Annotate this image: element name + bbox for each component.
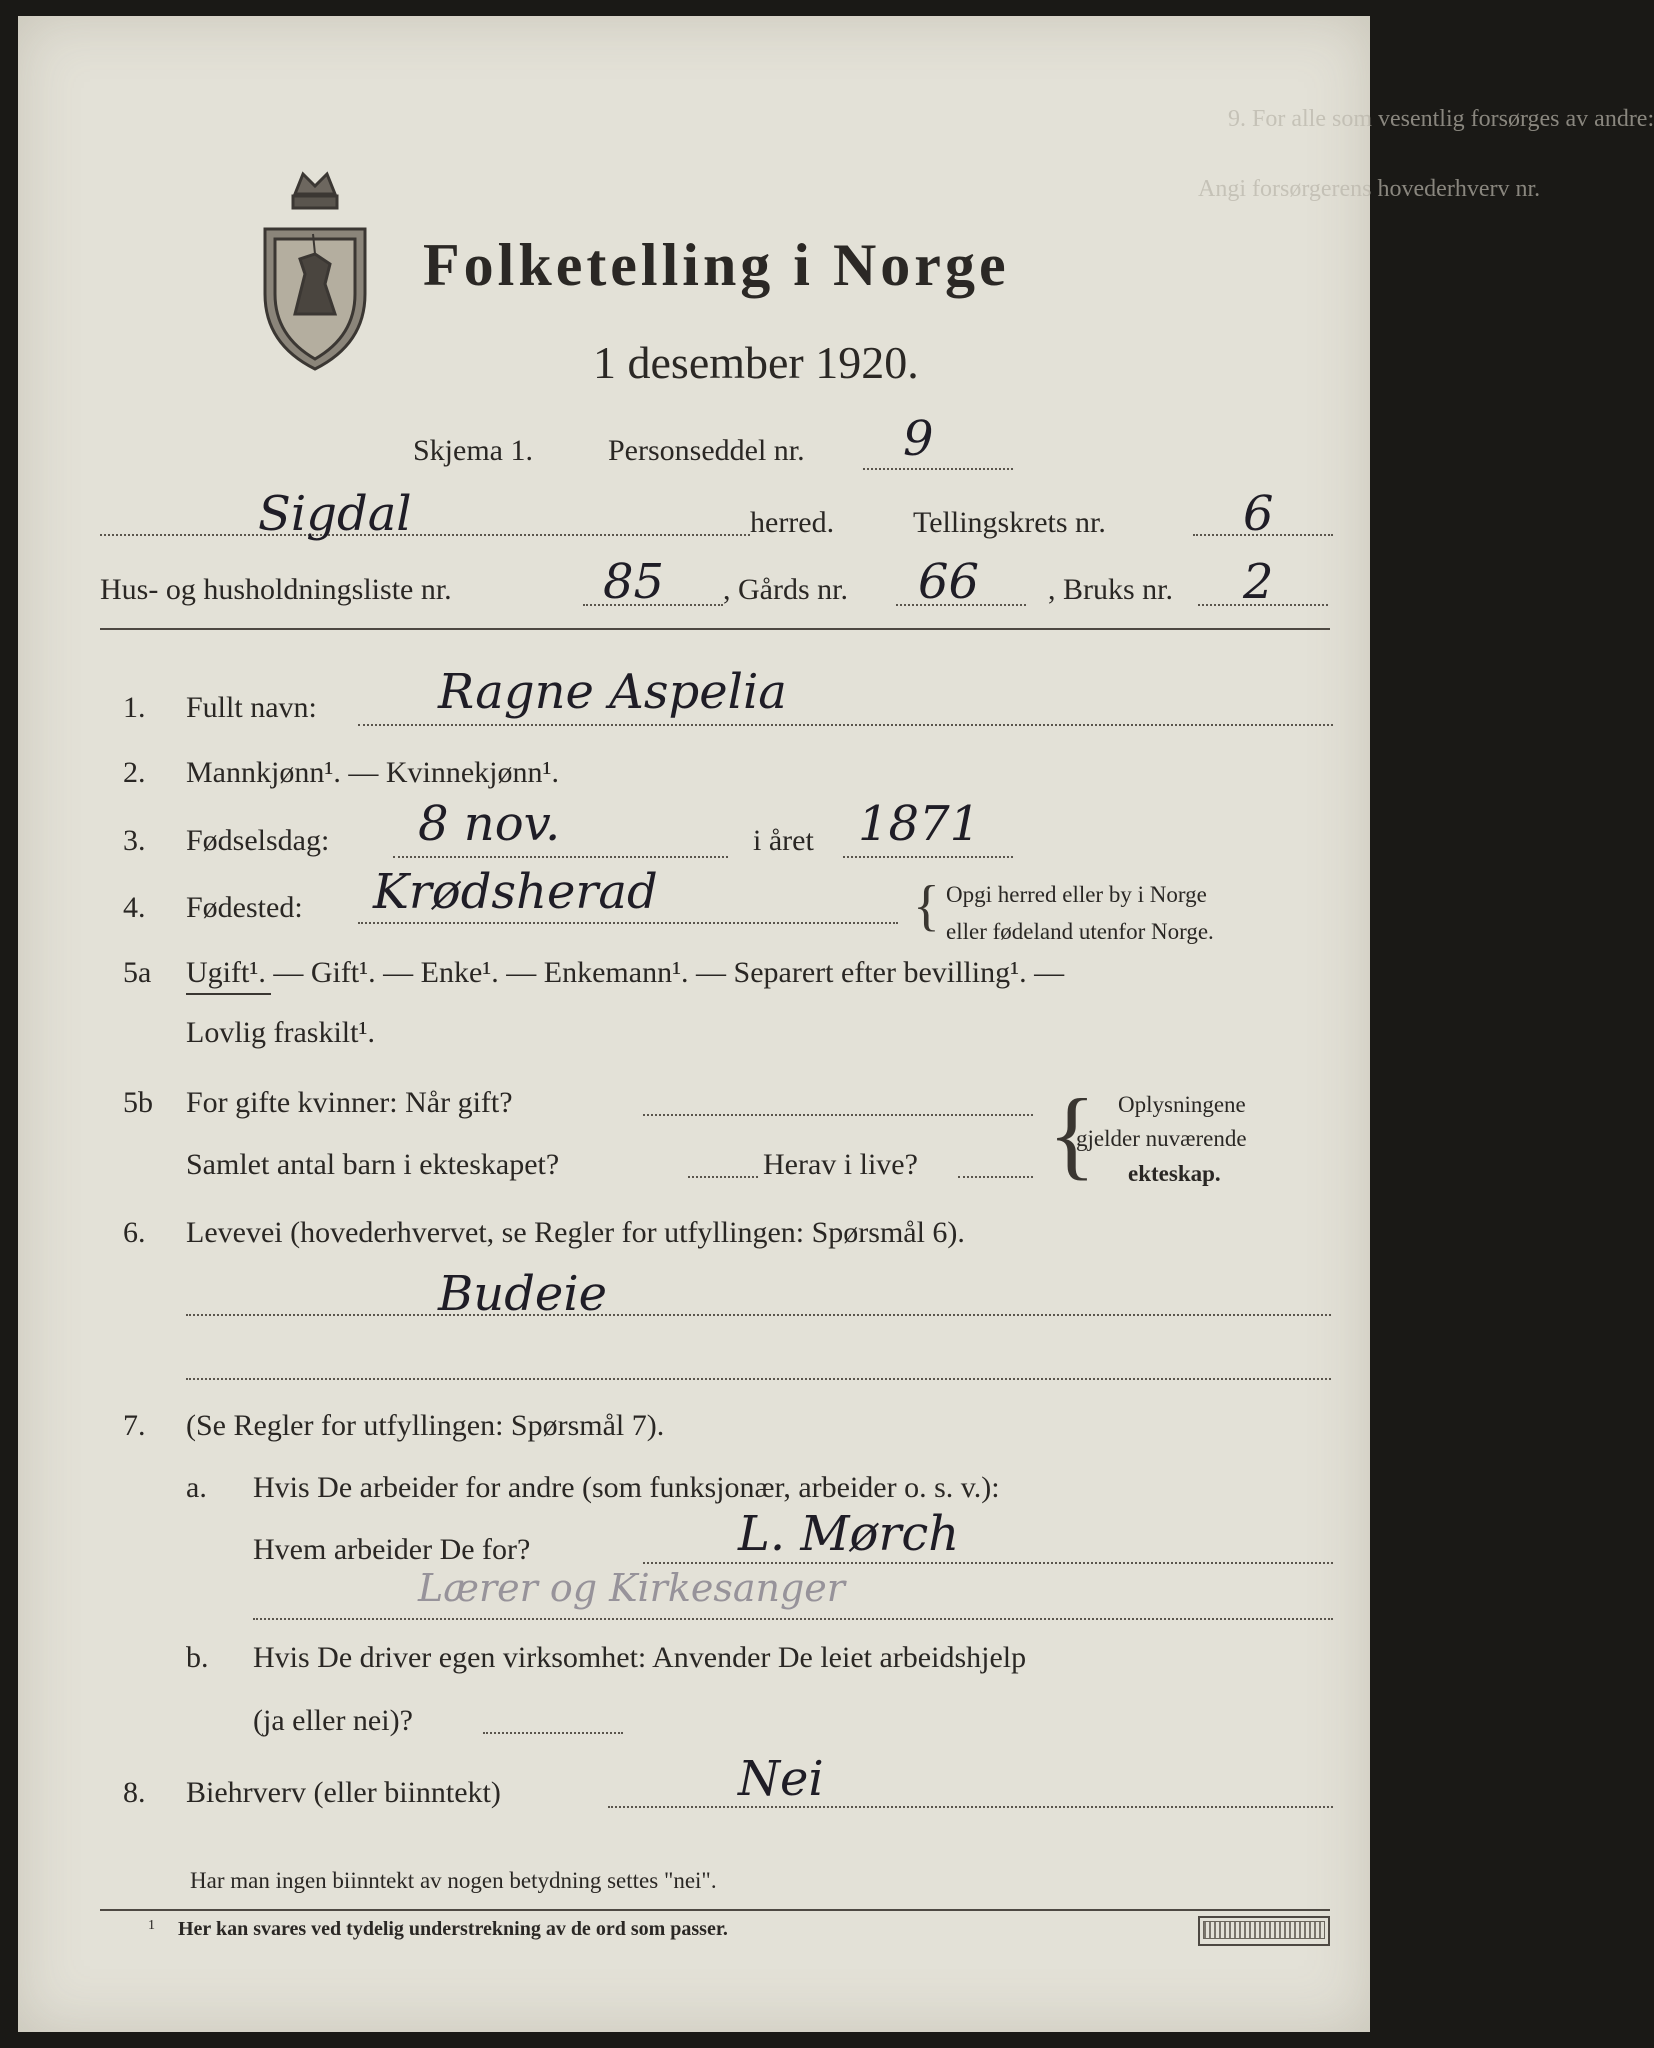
q4-label: Fødested: xyxy=(186,891,303,924)
q5b-children-label: Samlet antal barn i ekteskapet? xyxy=(186,1148,560,1181)
q7a-employer-field-line xyxy=(643,1562,1333,1564)
q3-day-field-line xyxy=(393,856,728,858)
q6-number: 6. xyxy=(123,1216,146,1249)
bleed-through-text: 9. For alle som vesentlig forsørges av andre: xyxy=(1228,106,1654,132)
herred-field-line xyxy=(100,534,750,536)
q4-field-line xyxy=(358,922,898,924)
q4-birthplace-value: Krødsherad xyxy=(373,864,658,920)
q5b-alive-label: Herav i live? xyxy=(763,1148,918,1181)
q3-year-field-line xyxy=(843,856,1013,858)
q1-label: Fullt navn: xyxy=(186,691,317,724)
q4-note-line2: eller fødeland utenfor Norge. xyxy=(946,919,1214,944)
footnote-mark: 1 xyxy=(148,1918,155,1933)
bruks-label: , Bruks nr. xyxy=(1048,573,1174,606)
gards-value: 66 xyxy=(918,554,980,610)
q7-label: (Se Regler for utfyllingen: Spørsmål 7). xyxy=(186,1409,665,1442)
q8-label: Biehrverv (eller biinntekt) xyxy=(186,1776,501,1809)
q5b-married-field-line xyxy=(643,1114,1033,1116)
q2-sex-options: Mannkjønn¹. — Kvinnekjønn¹. xyxy=(186,756,559,789)
q3-birthday-value: 8 nov. xyxy=(418,796,561,852)
q6-field-line-2 xyxy=(186,1378,1331,1380)
q3-year-label: i året xyxy=(753,824,814,857)
q4-note-line1: Opgi herred eller by i Norge xyxy=(946,882,1207,907)
q3-label: Fødselsdag: xyxy=(186,824,330,857)
personseddel-value: 9 xyxy=(903,411,934,467)
herred-label: herred. xyxy=(750,506,835,539)
skjema-label: Skjema 1. xyxy=(413,434,533,467)
q8-number: 8. xyxy=(123,1776,146,1809)
q7a-letter: a. xyxy=(186,1471,207,1504)
q2-number: 2. xyxy=(123,756,146,789)
q5b-note-line1: Oplysningene xyxy=(1118,1092,1246,1117)
q5a-number: 5a xyxy=(123,956,152,989)
norway-coat-of-arms-icon xyxy=(255,164,375,379)
q5b-note-brace: { xyxy=(1048,1078,1096,1189)
personseddel-field-line xyxy=(863,468,1013,470)
footnote-text: Her kan svares ved tydelig understrekning av de ord som passer. xyxy=(178,1918,728,1940)
q6-occupation-value: Budeie xyxy=(438,1266,608,1322)
herred-value: Sigdal xyxy=(258,486,412,542)
q6-label: Levevei (hovederhvervet, se Regler for utfyllingen: Spørsmål 6). xyxy=(186,1216,965,1249)
q7b-line1: Hvis De driver egen virksomhet: Anvender De leiet arbeidshjelp xyxy=(253,1641,1027,1674)
q8-value: Nei xyxy=(738,1751,824,1807)
q8-field-line xyxy=(608,1806,1333,1808)
q5b-line1: For gifte kvinner: Når gift? xyxy=(186,1086,513,1119)
q5a-line2: Lovlig fraskilt¹. xyxy=(186,1016,375,1049)
bleed-through-text: Angi forsørgerens hovederhverv nr. xyxy=(1198,176,1541,202)
q5b-note-line2: gjelder nuværende xyxy=(1076,1126,1247,1151)
census-date: 1 desember 1920. xyxy=(593,337,919,388)
q7-number: 7. xyxy=(123,1409,146,1442)
q7a-line1: Hvis De arbeider for andre (som funksjonær, arbeider o. s. v.): xyxy=(253,1471,1000,1504)
footer-note: Har man ingen biinntekt av nogen betydning settes "nei". xyxy=(190,1868,717,1893)
q7b-field-line xyxy=(483,1732,623,1734)
bruks-value: 2 xyxy=(1243,554,1274,610)
q7a-extra-field-line xyxy=(253,1618,1333,1620)
gards-label: , Gårds nr. xyxy=(723,573,848,606)
q7b-line2: (ja eller nei)? xyxy=(253,1704,413,1737)
q5b-children-field-line xyxy=(688,1176,758,1178)
tellingskrets-label: Tellingskrets nr. xyxy=(913,506,1106,539)
q7a-employer-value: L. Mørch xyxy=(738,1506,960,1562)
q5a-marital-options: Ugift¹. — Gift¹. — Enke¹. — Enkemann¹. — Separert efter bevilling¹. — xyxy=(186,956,1065,989)
q5b-note-line3: ekteskap. xyxy=(1128,1161,1221,1186)
q3-number: 3. xyxy=(123,824,146,857)
footer-divider xyxy=(100,1909,1330,1911)
q5a-ugift-underline xyxy=(186,993,271,995)
census-form-page xyxy=(18,16,1654,2032)
personseddel-label: Personseddel nr. xyxy=(608,434,805,467)
q5b-alive-field-line xyxy=(958,1176,1033,1178)
q6-field-line-1 xyxy=(186,1314,1331,1316)
q3-year-value: 1871 xyxy=(858,796,981,852)
q4-note-brace: { xyxy=(913,875,940,937)
tellingskrets-value: 6 xyxy=(1243,486,1274,542)
printer-stamp xyxy=(1198,1916,1330,1946)
q1-number: 1. xyxy=(123,691,146,724)
q5b-number: 5b xyxy=(123,1086,153,1119)
q1-full-name-value: Ragne Aspelia xyxy=(438,664,787,720)
form-title: Folketelling i Norge xyxy=(423,232,1010,298)
section-divider xyxy=(100,628,1330,630)
hus-label: Hus- og husholdningsliste nr. xyxy=(100,573,452,606)
q4-number: 4. xyxy=(123,891,146,924)
q7a-extra-value: Lærer og Kirkesanger xyxy=(418,1566,845,1610)
q7a-employer-label: Hvem arbeider De for? xyxy=(253,1533,531,1566)
q7b-letter: b. xyxy=(186,1641,209,1674)
hus-value: 85 xyxy=(603,554,665,610)
q1-field-line xyxy=(358,724,1333,726)
